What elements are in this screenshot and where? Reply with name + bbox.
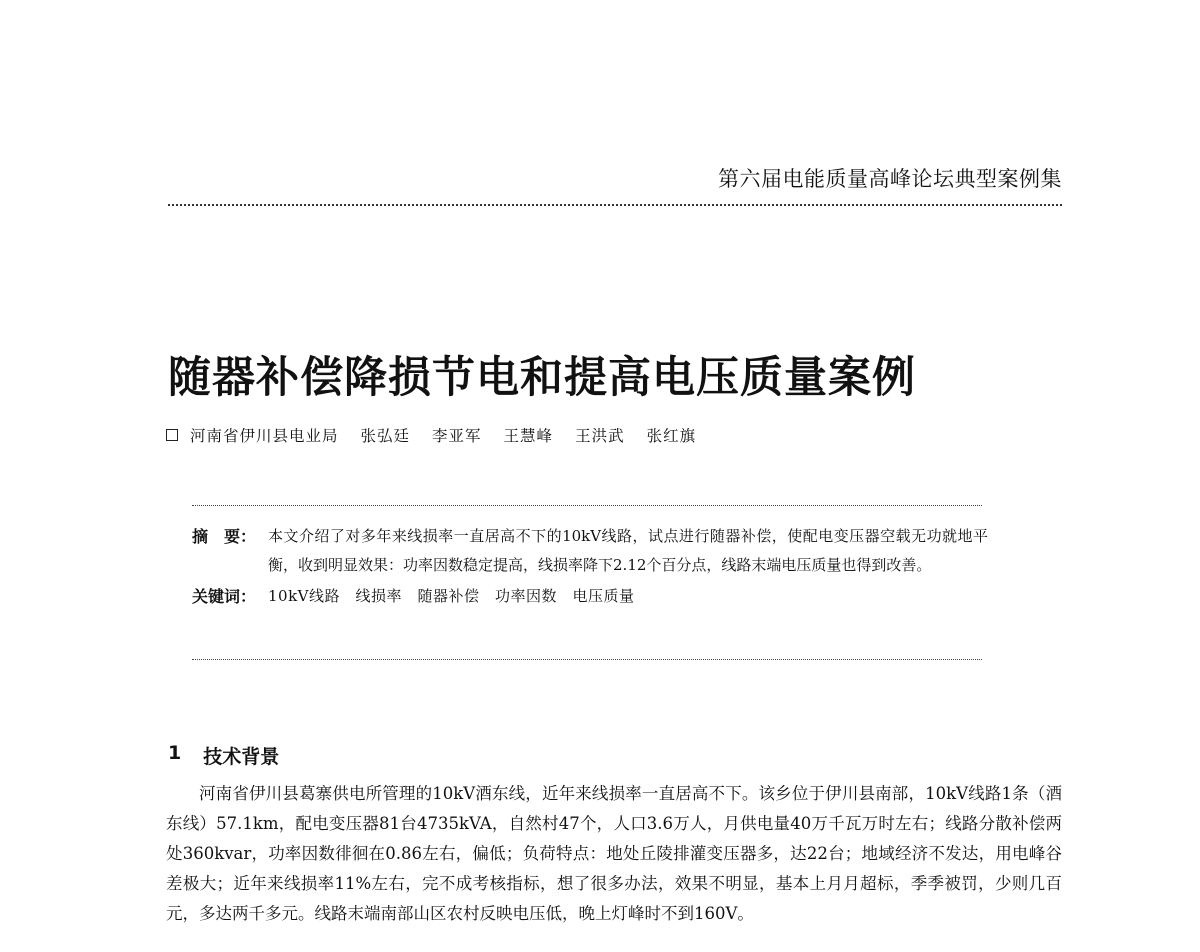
keywords-label: 关键词：: [192, 587, 257, 606]
header-divider: [168, 204, 1062, 206]
body-paragraph: 河南省伊川县葛寨供电所管理的10kV酒东线，近年来线损率一直居高不下。该乡位于伊川县南部，10kV线路1条（酒东线）57.1km，配电变压器81台4735kVA，自然村47个，人口3.6万人，月供电量40万千瓦万时左右；线路分散补偿两处360kvar，功率因数徘徊在0.86左右，偏低；负荷特点：地处丘陵排灌变压器多，达22台；地域经济不发达，用电峰谷差极大；近年来线损率11%左右，完不成考核指标，想了很多办法，效果不明显，基本上月月超标，季季被罚，少则几百元，多达两千多元。线路末端南部山区农村反映电压低，晚上灯峰时不到160V。: [166, 784, 1062, 923]
paper-title: 随器补偿降损节电和提高电压质量案例: [168, 353, 916, 403]
abstract-text: 本文介绍了对多年来线损率一直居高不下的10kV线路，试点进行随器补偿，使配电变压器空载无功就地平衡，收到明显效果：功率因数稳定提高，线损率降下2.12个百分点，线路末端电压质量也得到改善。: [268, 527, 988, 574]
running-header: 第六届电能质量高峰论坛典型案例集: [718, 167, 1062, 191]
byline: [166, 424, 718, 446]
abstract-bottom-divider: [192, 659, 982, 660]
abstract-top-divider: [192, 505, 982, 506]
square-bullet-icon: [166, 429, 178, 441]
section-heading: [168, 742, 279, 769]
author-organization: 河南省伊川县电业局: [190, 427, 339, 445]
author-name: 张弘廷: [360, 427, 411, 445]
author-name: 王慧峰: [503, 427, 554, 445]
abstract-row: [192, 522, 992, 580]
author-name: 王洪武: [575, 427, 625, 445]
author-name: 张红旗: [646, 427, 697, 445]
section-number: 1: [168, 742, 182, 764]
abstract-label: 摘 要：: [192, 527, 257, 546]
abstract-block: [192, 522, 992, 611]
keywords-row: [192, 582, 992, 611]
author-name: 李亚军: [432, 427, 482, 445]
section-title: 技术背景: [203, 746, 280, 768]
keywords-text: 10kV线路 线损率 随器补偿 功率因数 电压质量: [268, 587, 635, 605]
